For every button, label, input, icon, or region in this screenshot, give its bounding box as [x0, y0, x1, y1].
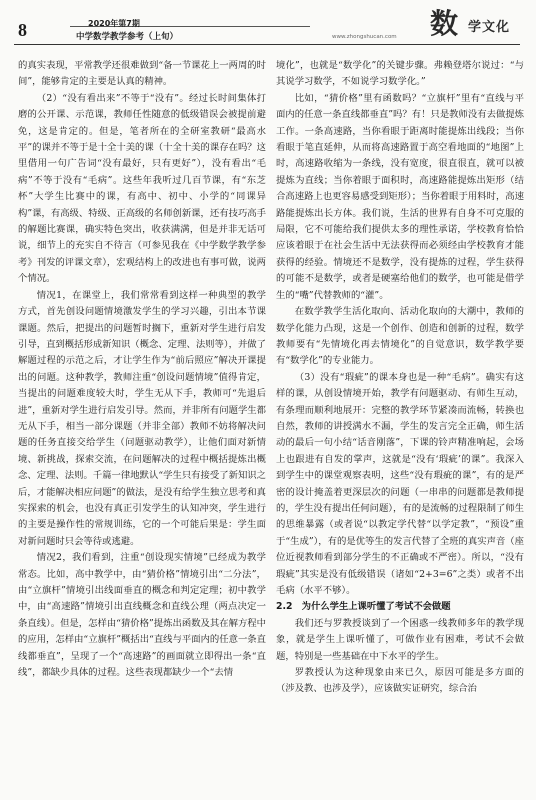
journal-title: 中学数学教学参考（上旬） [76, 32, 179, 42]
journal-url: www.zhongshucan.com [332, 34, 397, 40]
section-heading: 2.2 为什么学生上课听懂了考试不会做题 [276, 601, 451, 613]
column-logo-big-char: 数 [430, 7, 459, 40]
paragraph: 境化”，也就是“数学化”的关键步骤。弗赖登塔尔说过：“与其说学习数学，不如说学习数学化。” [276, 60, 524, 88]
column-logo [430, 6, 526, 42]
paragraph: 在数学教学生活化取向、活动化取向的大潮中，教师的数学化能力凸现，这是一个创作、创造和创新的过程，数学教师要有“先情境化再去情境化”的自觉意识，数学教学要有“数学化”的专业能力。 [276, 306, 524, 367]
column-logo-text: 学文化 [468, 20, 511, 35]
paragraph: （3）没有“瑕疵”的课本身也是一种“毛病”。确实有这样的课，从创设情境开始，教学有问题驱动、有师生互动，有条理而顺利地展开：完整的教学环节紧凑而流畅，转换也自然，教师的讲授满水不漏，学生的发言完全正确，师生活动的最后一句小结“话音刚落”，下课的铃声精准响起，会场上也跟进有自发的掌声，这就是“没有‘瑕疵’的课”。我深入到学生中的课堂观察表明，这些“没有瑕疵的课”，有的是严密的设计掩盖着更深层次的问题（一串串的问题都是教师提的，学生没有提出任何问题），有的是流畅的过程限制了师生的思维暴露（或者说“以教定学代替“以学定教”，“预设”重于“生成”），有的是优等生的发言代替了全班的真实声音（座位近视教师看到部分学生的不正确或不严密）。所以，“没有瑕疵”其实是没有低级错误（诸如“2+3=6”之类）或者不出毛病（水平不够）。 [276, 371, 524, 596]
page-number: 8 [18, 20, 27, 40]
paragraph: 的真实表现，平常教学还很难做到“备一节课花上一两周的时间”，能够肯定的主要是认真的精神。 [18, 60, 266, 88]
paragraph: 情况2，我们看到，注重“创设现实情境”已经成为教学常态。比如，高中教学中，由“猜价格”情境引出“二分法”，由“立旗杆”情境引出线面垂直的概念和判定定理；初中教学中，由“高速路”情境引出直线概念和直线公理（两点决定一条直线）。但是，怎样由“猜价格”提炼出函数及其在解方程中的应用，怎样由“立旗杆”概括出“直线与平面内的任意一条直线都垂直”，呈现了一个“高速路”的画面就立即得出一条“直线”，都缺少具体的过程。这些表现都缺少一个“去情 [18, 552, 266, 679]
paragraph: 情况1，在课堂上，我们常常看到这样一种典型的教学方式，首先创设问题情境激发学生的学习兴趣，引出本节课课题。然后，把提出的问题暂时搁下，重新对学生进行启发引导，直到概括形成新知识（概念、定理、法则等），并做了解题过程的示范之后，才让学生作为“前后照应”解决开课提出的问题。这种教学，教师注重“创设问题情境”值得肯定，当提出的问题难度较大时，学生无从下手，教师可“先退后进”，重新对学生进行启发引导。然而，并非所有问题学生都无从下手，相当一部分课题（并非全部）教师不妨将解决问题的任务直接交给学生（问题驱动教学），让他们面对新情境、新挑战，探索交流，在问题解决的过程中概括提炼出概念、定理、法则。千篇一律地默认“学生只有接受了新知识之后，才能解决相应问题”的做法，是没有给学生独立思考和真实探索的机会，也没有真正引发学生的认知冲突，学生进行的主要是操作性的常规训练，它的一个可能后果是：学生面对新问题时只会等待或逃避。 [18, 289, 266, 547]
paragraph: （2）“没有看出来”不等于“没有”。经过长时间集体打磨的公开课、示范课，教师任性随意的低级错误会被提前避免，这是肯定的。但是，笔者所在的全研室教研“最高水平”的课并不等于是十全十美的课（十全十美的课存在吗？这里借用一句广告词“没有最好，只有更好”），没有看出“毛病”不等于没有“毛病”。这些年我听过几百节课，有“东芝杯”大学生比赛中的课，有高中、初中、小学的“同课异构”课，有高级、特级、正高级的名师创新课，还有技巧高手的解题比赛课，确实特色突出，收获满满，但是并非无话可说，细节上的充实自不待言（可参见我在《中学数学教学参考》刊发的评课文章），宏观结构上的改进也有事可做，说两个情况。 [18, 92, 266, 285]
issue-label: 2020年第7期 [88, 19, 140, 28]
header-divider [14, 44, 520, 45]
paragraph: 我们还与罗教授谈到了一个困惑一线教师多年的教学现象，就是学生上课听懂了，可做作业有困难，考试不会做题，特别是一些基础在中下水平的学生。 [276, 617, 524, 662]
paragraph: 比如，“猜价格”里有函数吗？“立旗杆”里有“直线与平面内的任意一条直线都垂直”吗？有！只是教师没有去做提炼工作。一条高速路，当你看眼于距离时能提炼出线段；当你看眼于笔直延伸，从而将高速路置于高空看地面的“地图”上时，高速路收缩为一条线，没有宽度，很直很直，就可以被提炼为直线；当你着眼于面积时，高速路能提炼出矩形（结合高速路上也更容易感受到矩形）；当你着眼于用料时，高速路能提炼出长方体。我们说，生活的世界有自身不可克服的局限，它不可能给我们提供太多的理性承诺，学校教育恰恰应该着眼于在社会生活中无法获得而必须经由学校教育才能获得的经验。情境还不是数学，没有提炼的过程，学生获得的可能不是数学，或者是硬塞给他们的数学，也可能是借学生的“嘴”代替教师的“灌”。 [276, 92, 524, 301]
right-column [276, 58, 524, 698]
left-column [18, 58, 266, 681]
paragraph: 罗教授认为这种现象由来已久，原因可能是多方面的（涉及教、也涉及学），应该做实证研究，综合治 [276, 667, 524, 695]
page-header [0, 0, 536, 62]
